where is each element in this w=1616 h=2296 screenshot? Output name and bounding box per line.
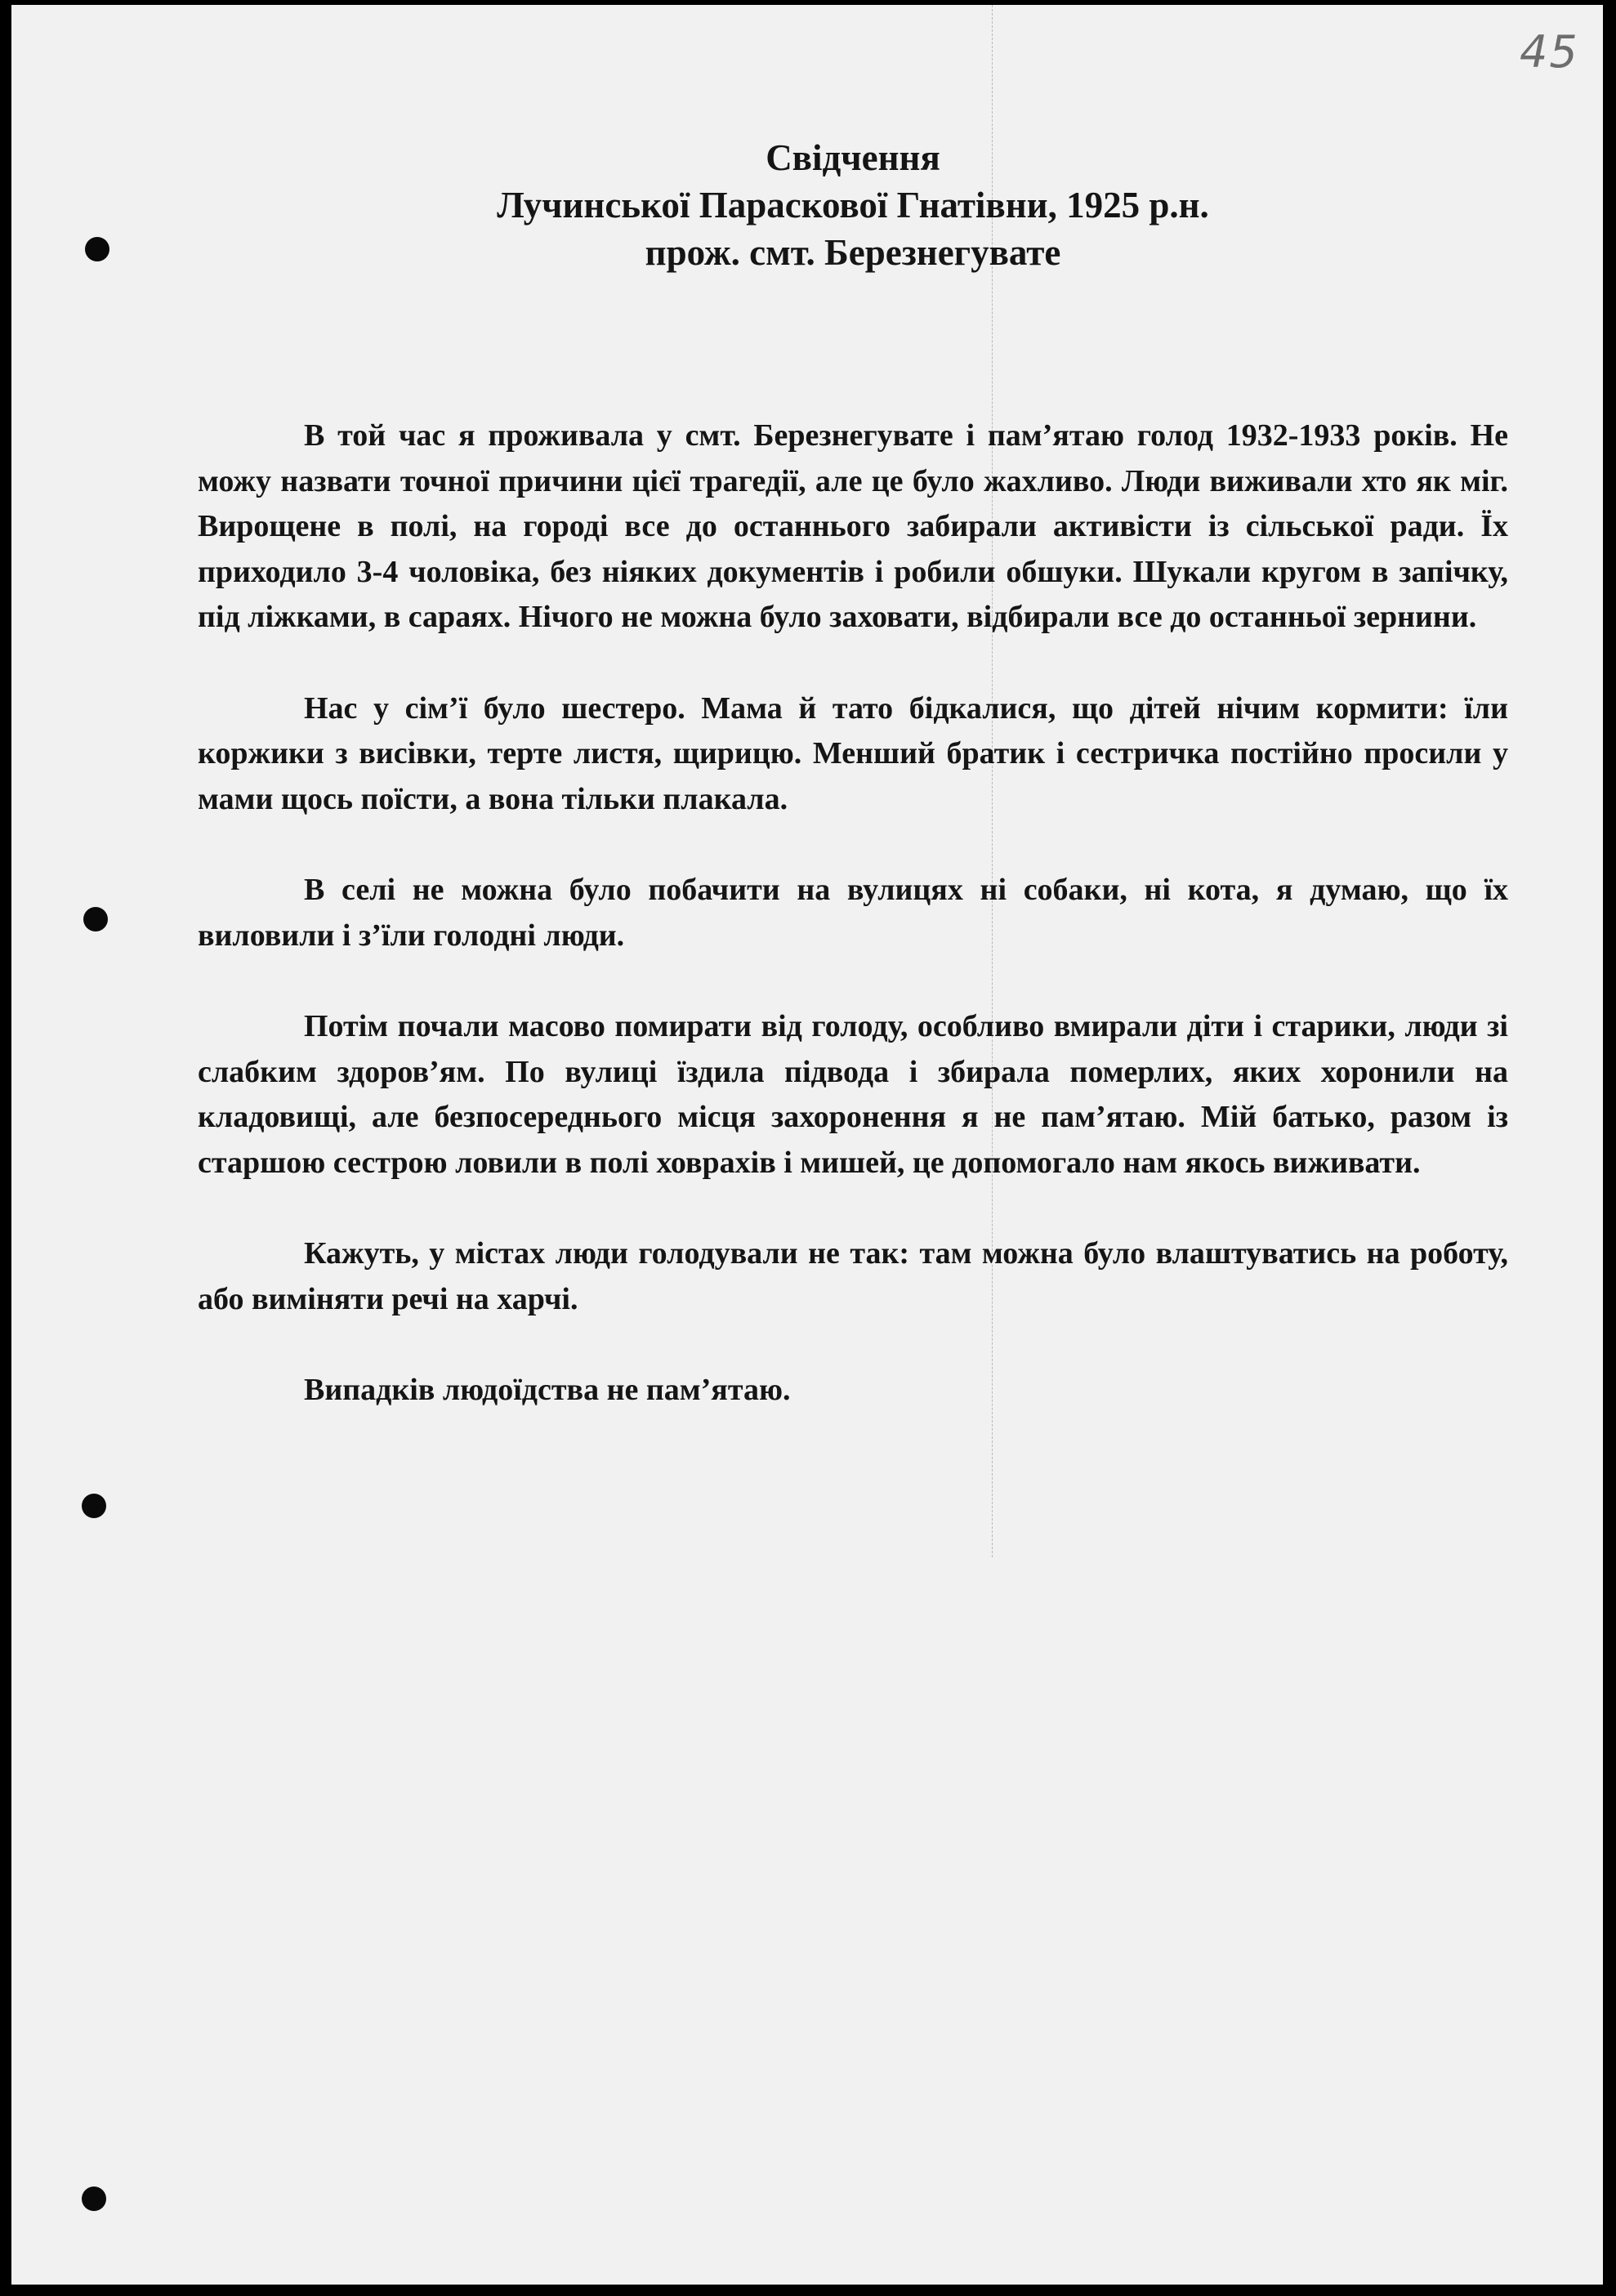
paragraph: Потім почали масово помирати від голоду, особливо вмирали діти і старики, люди зі слабким здоров’ям. По вулиці їздила підвода і збирала померлих, яких хоронили на кладовищі, але безпосереднього місця захоронення я не пам’ятаю. Мій батько, разом із старшою сестрою ловили в полі ховрахів і мишей, це допомогало нам якось виживати.	[198, 1009, 1508, 1180]
paragraph: В селі не можна було побачити на вулицях ні собаки, ні кота, я думаю, що їх виловили і з’їли голодні люди.	[198, 873, 1508, 953]
punch-hole	[83, 907, 108, 931]
paragraph: Нас у сім’ї було шестеро. Мама й тато бідкалися, що дітей нічим кормити: їли коржики з висівки, терте листя, щирицю. Менший братик і сестричка постійно просили у мами щось поїсти, а вона тільки плакала.	[198, 690, 1508, 816]
witness-name-line: Лучинської Параскової Гнатівни, 1925 р.н.	[497, 185, 1209, 226]
document-page	[11, 5, 1603, 2285]
punch-hole	[82, 1494, 106, 1518]
punch-hole	[82, 2187, 106, 2211]
handwritten-page-number: 45	[1520, 26, 1579, 78]
document-title: Свідчення	[766, 137, 940, 178]
paragraph: В той час я проживала у смт. Березнегувате і пам’ятаю голод 1932-1933 років. Не можу назвати точної причини цієї трагедії, але це було жахливо. Люди виживали хто як міг. Вирощене в полі, на городі все до останнього забирали активісти із сільської ради. Їх приходило 3-4 чоловіка, без ніяких документів і робили обшуки. Шукали кругом в запічку, під ліжками, в сараях. Нічого не можна було заховати, відбирали все до останньої зернини.	[198, 418, 1508, 634]
document-header	[11, 134, 1603, 276]
testimony-body	[198, 413, 1508, 1414]
paragraph: Випадків людоїдства не пам’ятаю.	[304, 1373, 791, 1407]
paragraph: Кажуть, у містах люди голодували не так: там можна було влаштуватись на роботу, або виміняти речі на харчі.	[198, 1236, 1508, 1316]
residence-line: прож. смт. Березнегувате	[645, 232, 1061, 273]
